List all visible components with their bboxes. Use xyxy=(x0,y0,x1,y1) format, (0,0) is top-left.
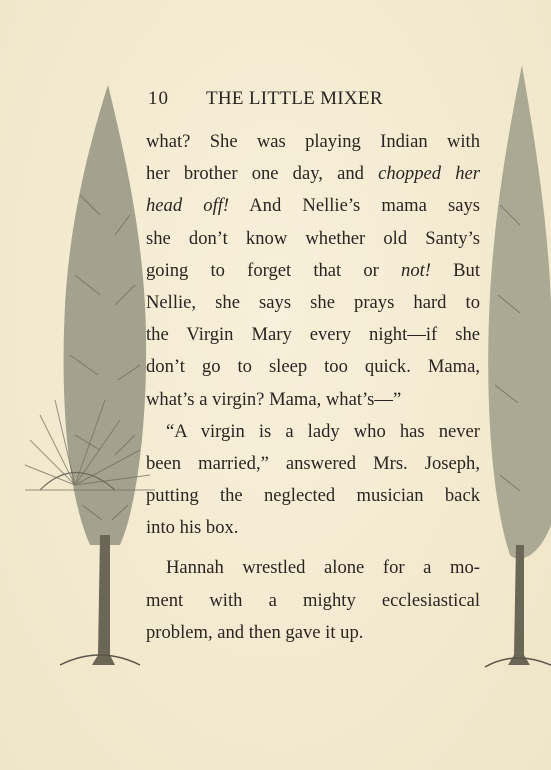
paragraph xyxy=(146,126,480,416)
text-segment: putting the neglected musician back xyxy=(146,485,480,507)
text-line xyxy=(146,158,480,190)
text-line xyxy=(146,351,480,383)
body-text xyxy=(146,126,480,649)
text-segment: “A virgin is a lady who has never xyxy=(166,420,480,442)
text-line xyxy=(146,480,480,512)
text-segment: don’t go to sleep too quick. Mama, xyxy=(146,356,480,378)
text-segment: Nellie, she says she prays hard to xyxy=(146,291,480,313)
text-line xyxy=(146,448,480,480)
text-line xyxy=(146,223,480,255)
text-segment: what? She was playing Indian with xyxy=(146,131,480,152)
text-line xyxy=(146,287,480,319)
sunrise-rays-illustration xyxy=(20,395,160,515)
text-line xyxy=(146,319,480,351)
text-segment: been married,” answered Mrs. Joseph, xyxy=(146,452,480,474)
text-segment: ment with a mighty ecclesiastical xyxy=(146,589,480,611)
running-title: THE LITTLE MIXER xyxy=(206,88,383,109)
text-line xyxy=(146,384,480,416)
italic-text: chopped her xyxy=(378,163,480,185)
text-segment: she don’t know whether old Santy’s xyxy=(146,227,480,249)
text-segment: her brother one day, and xyxy=(146,163,379,185)
paragraph xyxy=(146,416,480,545)
text-line xyxy=(146,190,480,222)
page-number: 10 xyxy=(148,88,169,109)
text-segment: the Virgin Mary every night—if she xyxy=(146,324,480,346)
text-line xyxy=(146,255,480,287)
text-segment: going to forget that or xyxy=(146,259,402,281)
paragraph xyxy=(146,552,480,649)
text-segment: problem, and then gave it up. xyxy=(146,621,364,643)
text-line xyxy=(146,512,480,544)
italic-text: not! xyxy=(401,259,431,281)
cypress-tree-right-illustration xyxy=(470,55,551,675)
text-line xyxy=(146,552,480,584)
page-header xyxy=(146,88,486,114)
text-segment: what’s a virgin? Mama, what’s—” xyxy=(146,388,402,410)
text-segment: But xyxy=(430,259,480,281)
text-line xyxy=(146,617,480,649)
text-segment: And Nellie’s mama says xyxy=(229,195,480,217)
text-line xyxy=(146,585,480,617)
text-segment: into his box. xyxy=(146,517,239,539)
italic-text: head off! xyxy=(146,195,230,217)
text-segment: Hannah wrestled alone for a mo- xyxy=(166,557,480,579)
text-line xyxy=(146,126,480,158)
text-line xyxy=(146,416,480,448)
